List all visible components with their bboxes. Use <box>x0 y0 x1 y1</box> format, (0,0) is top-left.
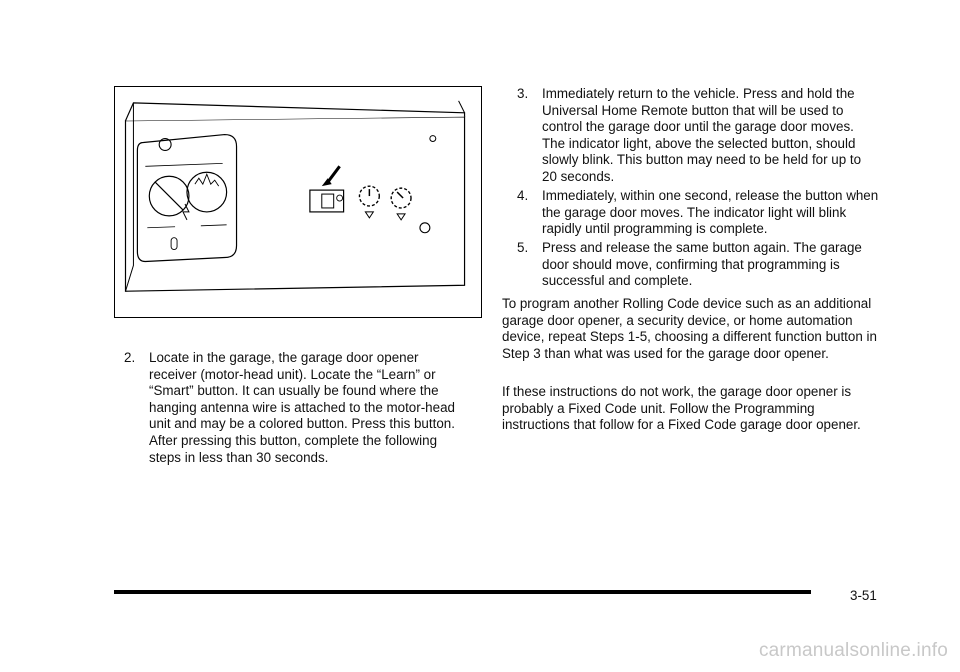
footer-rule <box>114 590 811 594</box>
step-4 <box>517 188 879 238</box>
watermark: carmanualsonline.info <box>758 640 948 661</box>
warning-label <box>137 135 236 262</box>
step-5 <box>517 240 879 290</box>
paragraph-fixed-code: If these instructions do not work, the garage door opener is probably a Fixed Code unit. Follow the Programming instructions that follow for a Fixed Code garage door opener. <box>502 384 861 433</box>
step-3 <box>517 86 879 186</box>
step-2 <box>124 350 469 466</box>
page-number: 3-51 <box>850 588 877 603</box>
step-text: Press and release the same button again. The garage door should move, confirming that programming is successful and complete. <box>542 240 862 289</box>
step-number: 3. <box>517 86 529 101</box>
step-text: Immediately, within one second, release the button when the garage door moves. The indicator light will blink rapidly until programming is complete. <box>542 188 879 237</box>
garage-opener-drawing <box>115 87 481 317</box>
step-number: 5. <box>517 240 529 255</box>
step-number: 4. <box>517 188 529 203</box>
step-text: Immediately return to the vehicle. Press and hold the Universal Home Remote button that will be used to control the garage door until the garage door moves. The indicator light, above the selected button, should slowly blink. This button may need to be held for up to 20 seconds. <box>542 86 862 184</box>
step-number: 2. <box>124 350 136 365</box>
step-text: Locate in the garage, the garage door opener receiver (motor-head unit). Locate the “Learn” or “Smart” button. It can usually be found where the hanging antenna wire is attached to the motor-head unit and may be a colored button. Press this button. After pressing this button, complete the following steps in less than 30 seconds. <box>149 350 455 465</box>
motor-head-illustration <box>114 86 482 318</box>
paragraph-rolling-code: To program another Rolling Code device such as an additional garage door opener, a security device, or home automation device, repeat Steps 1-5, choosing a different function button in Step 3 than what was used for the garage door opener. <box>502 296 877 361</box>
